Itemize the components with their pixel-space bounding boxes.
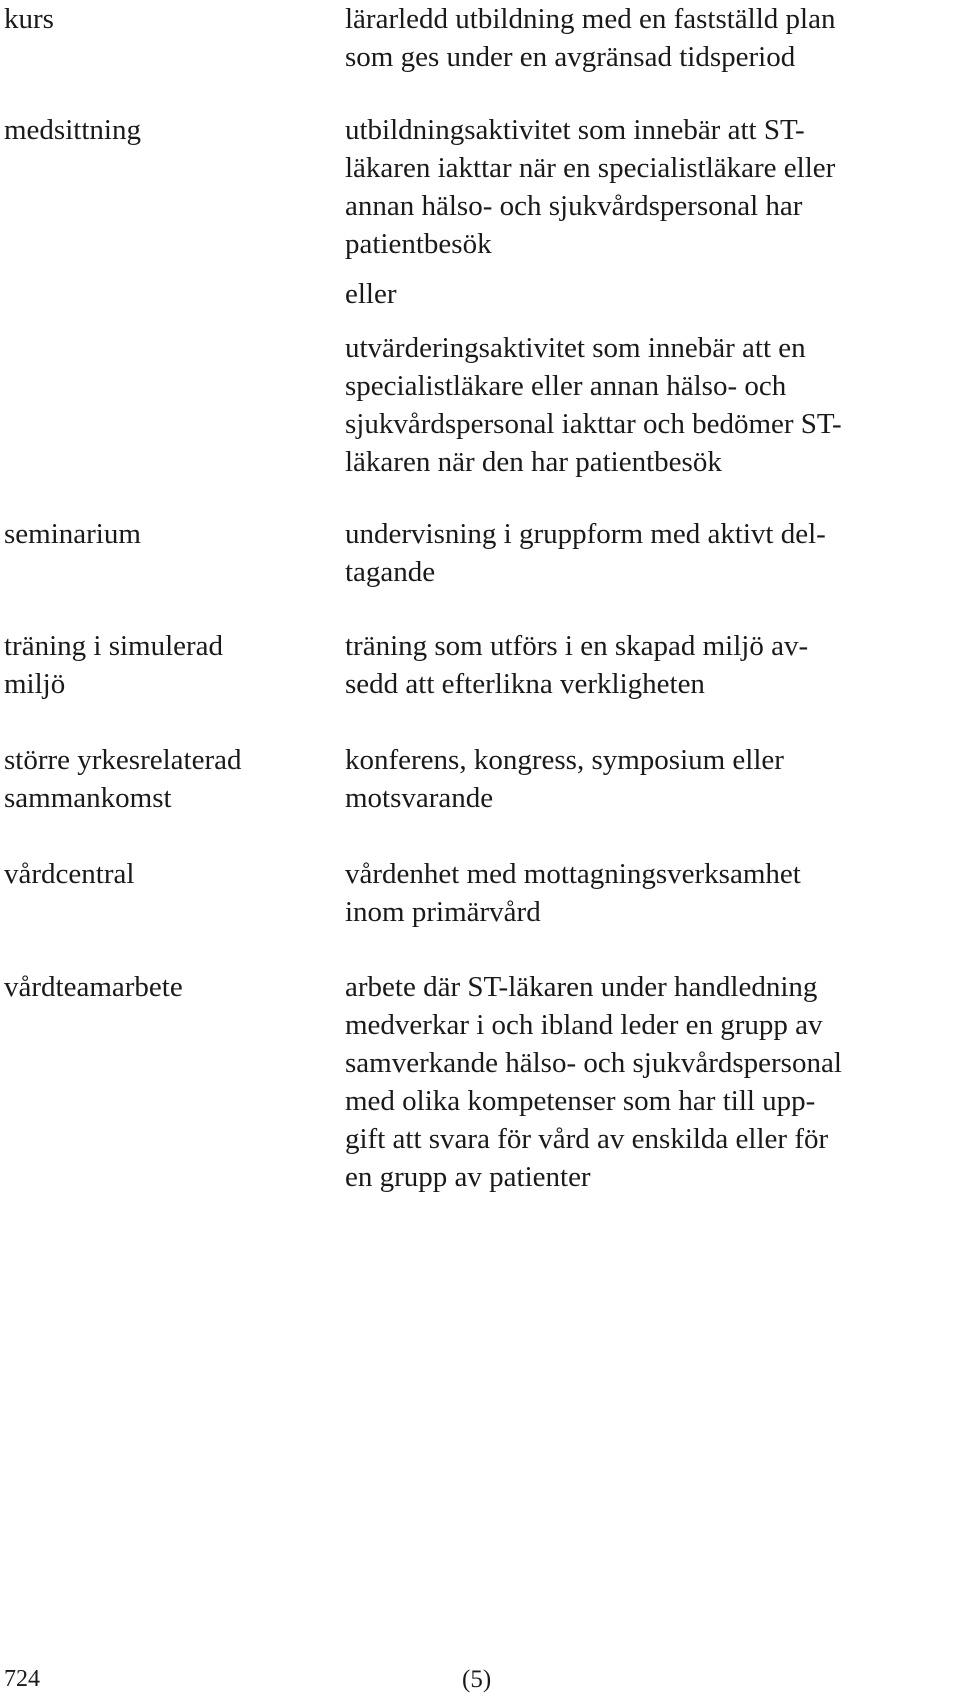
- issue-number: (5): [462, 1666, 492, 1693]
- definition-vardteamarbete: arbete där ST-läkaren under handledning medverkar i och ibland leder en grupp av samverkande hälso- och sjukvårdspersonal med olika kompetenser som har till upp- gift att svara för vård av enskilda eller för en grupp av patienter: [345, 971, 842, 1193]
- definition-medsittning-connector: eller: [345, 278, 397, 310]
- definition-traning-i-simulerad-miljo: träning som utförs i en skapad miljö av- sedd att efterlikna verkligheten: [345, 630, 809, 700]
- term-seminarium: seminarium: [4, 518, 141, 550]
- definition-medsittning-2: utvärderingsaktivitet som innebär att en specialistläkare eller annan hälso- och sjukvårdspersonal iakttar och bedömer ST- läkaren när den har patientbesök: [345, 332, 842, 478]
- definition-seminarium: undervisning i gruppform med aktivt del- tagande: [345, 518, 826, 588]
- term-medsittning: medsittning: [4, 114, 141, 146]
- term-vardteamarbete: vårdteamarbete: [4, 971, 183, 1003]
- definition-kurs: lärarledd utbildning med en fastställd plan som ges under en avgränsad tidsperiod: [345, 3, 836, 73]
- definition-vardcentral: vårdenhet med mottagningsverksamhet inom primärvård: [345, 858, 801, 928]
- term-traning-i-simulerad-miljo: träning i simulerad miljö: [4, 630, 224, 700]
- term-kurs: kurs: [4, 3, 54, 35]
- term-storre-yrkesrelaterad-sammankomst: större yrkesrelaterad sammankomst: [4, 744, 242, 814]
- definition-medsittning-1: utbildningsaktivitet som innebär att ST- läkaren iakttar när en specialistläkare eller annan hälso- och sjukvårdspersonal har patientbesök: [345, 114, 836, 260]
- definition-storre-yrkesrelaterad-sammankomst: konferens, kongress, symposium eller motsvarande: [345, 744, 784, 814]
- term-vardcentral: vårdcentral: [4, 858, 135, 890]
- page-number: 724: [4, 1666, 40, 1692]
